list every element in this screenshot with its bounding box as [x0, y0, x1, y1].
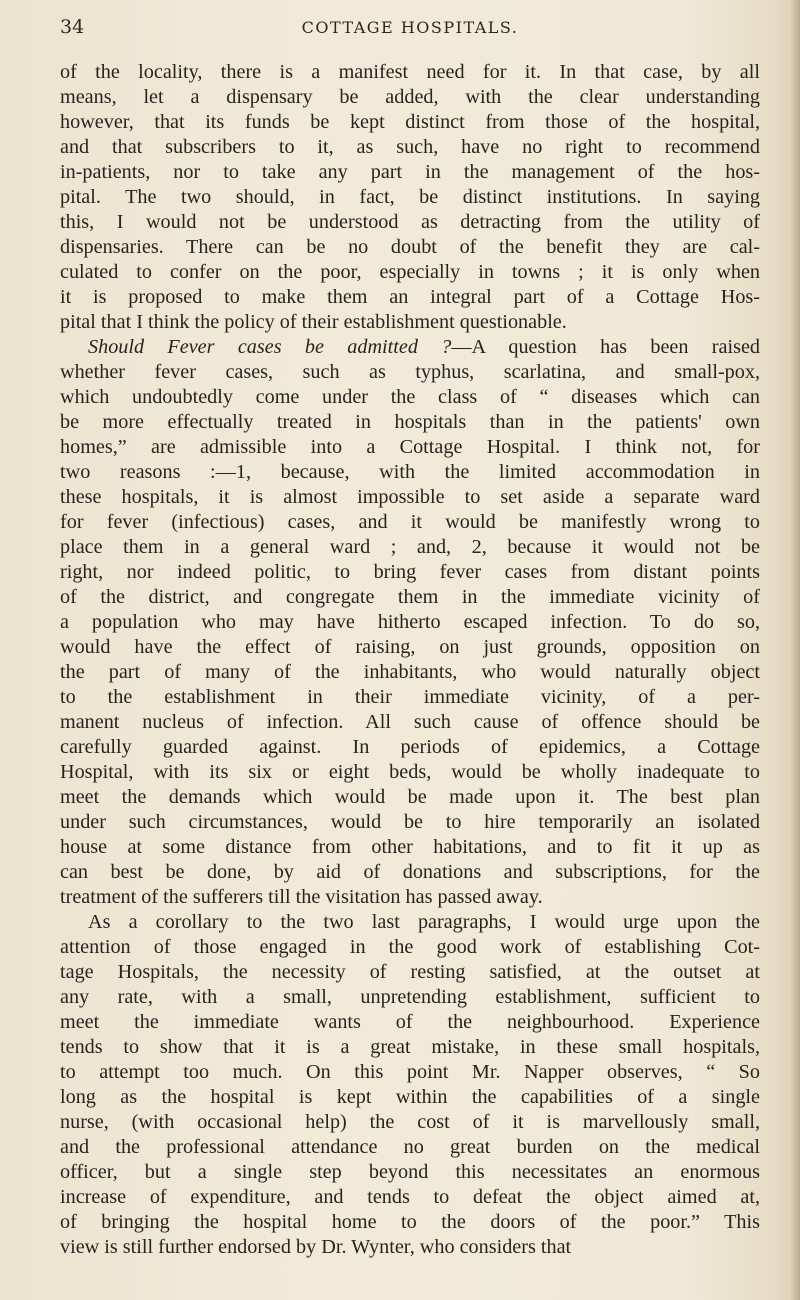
text-line: culated to confer on the poor, especially in towns ; it is only when — [60, 261, 760, 283]
text-line: tends to show that it is a great mistake, in these small hospitals, — [60, 1036, 760, 1058]
text-line: treatment of the sufferers till the visitation has passed away. — [60, 886, 543, 908]
text-line: right, nor indeed politic, to bring fever cases from distant points — [60, 561, 760, 583]
text-line: to the establishment in their immediate vicinity, of a per- — [60, 686, 760, 708]
text-line: any rate, with a small, unpretending establishment, sufficient to — [60, 986, 760, 1008]
text-line: pital. The two should, in fact, be distinct institutions. In saying — [60, 186, 760, 208]
text-line: meet the immediate wants of the neighbourhood. Experience — [60, 1011, 760, 1033]
text-line: nurse, (with occasional help) the cost of it is marvellously small, — [60, 1111, 760, 1133]
text-line: view is still further endorsed by Dr. Wynter, who considers that — [60, 1236, 572, 1258]
section-heading: Should Fever cases be admitted ? — [88, 336, 452, 358]
text-line: of bringing the hospital home to the doors of the poor.” This — [60, 1211, 760, 1233]
text-line: a population who may have hitherto escaped infection. To do so, — [60, 611, 760, 633]
text-line: tage Hospitals, the necessity of resting satisfied, at the outset at — [60, 961, 760, 983]
text-line: attention of those engaged in the good work of establishing Cot- — [60, 936, 760, 958]
text-line: officer, but a single step beyond this necessitates an enormous — [60, 1161, 760, 1183]
running-head: COTTAGE HOSPITALS. — [301, 18, 519, 37]
section-first-line-text: —A question has been raised — [451, 336, 760, 358]
text-line: Hospital, with its six or eight beds, would be wholly inadequate to — [60, 761, 760, 783]
text-line: can best be done, by aid of donations and subscriptions, for the — [60, 861, 760, 883]
text-line: of the district, and congregate them in the immediate vicinity of — [60, 586, 760, 608]
text-line: house at some distance from other habitations, and to fit it up as — [60, 836, 760, 858]
page-number: 34 — [60, 16, 85, 38]
text-line: As a corollary to the two last paragraphs, I would urge upon the — [88, 911, 760, 933]
text-line: homes,” are admissible into a Cottage Hospital. I think not, for — [60, 436, 760, 458]
text-line: the part of many of the inhabitants, who would naturally object — [60, 661, 760, 683]
text-line: under such circumstances, would be to hire temporarily an isolated — [60, 811, 760, 833]
text-line: whether fever cases, such as typhus, scarlatina, and small-pox, — [60, 361, 760, 383]
text-line: which undoubtedly come under the class of “ diseases which can — [60, 386, 760, 408]
text-line: place them in a general ward ; and, 2, because it would not be — [60, 536, 760, 558]
text-line: would have the effect of raising, on just grounds, opposition on — [60, 636, 760, 658]
text-line: to attempt too much. On this point Mr. Napper observes, “ So — [60, 1061, 760, 1083]
text-line: dispensaries. There can be no doubt of the benefit they are cal- — [60, 236, 760, 258]
text-line: be more effectually treated in hospitals than in the patients' own — [60, 411, 760, 433]
text-line: in-patients, nor to take any part in the management of the hos- — [60, 161, 760, 183]
text-line: for fever (infectious) cases, and it would be manifestly wrong to — [60, 511, 760, 533]
text-line: this, I would not be understood as detracting from the utility of — [60, 211, 760, 233]
text-line: increase of expenditure, and tends to defeat the object aimed at, — [60, 1186, 760, 1208]
text-line: two reasons :—1, because, with the limited accommodation in — [60, 461, 760, 483]
text-line: of the locality, there is a manifest need for it. In that case, by all — [60, 61, 760, 83]
text-line: meet the demands which would be made upon it. The best plan — [60, 786, 760, 808]
text-line: it is proposed to make them an integral part of a Cottage Hos- — [60, 286, 760, 308]
text-line: means, let a dispensary be added, with the clear understanding — [60, 86, 760, 108]
text-line: these hospitals, it is almost impossible to set aside a separate ward — [60, 486, 760, 508]
text-line: pital that I think the policy of their establishment questionable. — [60, 311, 567, 333]
page-header — [60, 16, 760, 46]
text-line: however, that its funds be kept distinct from those of the hospital, — [60, 111, 760, 133]
text-line: and that subscribers to it, as such, have no right to recommend — [60, 136, 760, 158]
page-edge-shadow — [790, 0, 800, 1300]
body-text — [60, 60, 760, 1260]
text-line: manent nucleus of infection. All such cause of offence should be — [60, 711, 760, 733]
text-line: long as the hospital is kept within the capabilities of a single — [60, 1086, 760, 1108]
text-line: carefully guarded against. In periods of epidemics, a Cottage — [60, 736, 760, 758]
text-line: and the professional attendance no great burden on the medical — [60, 1136, 760, 1158]
section-first-line — [60, 335, 760, 360]
